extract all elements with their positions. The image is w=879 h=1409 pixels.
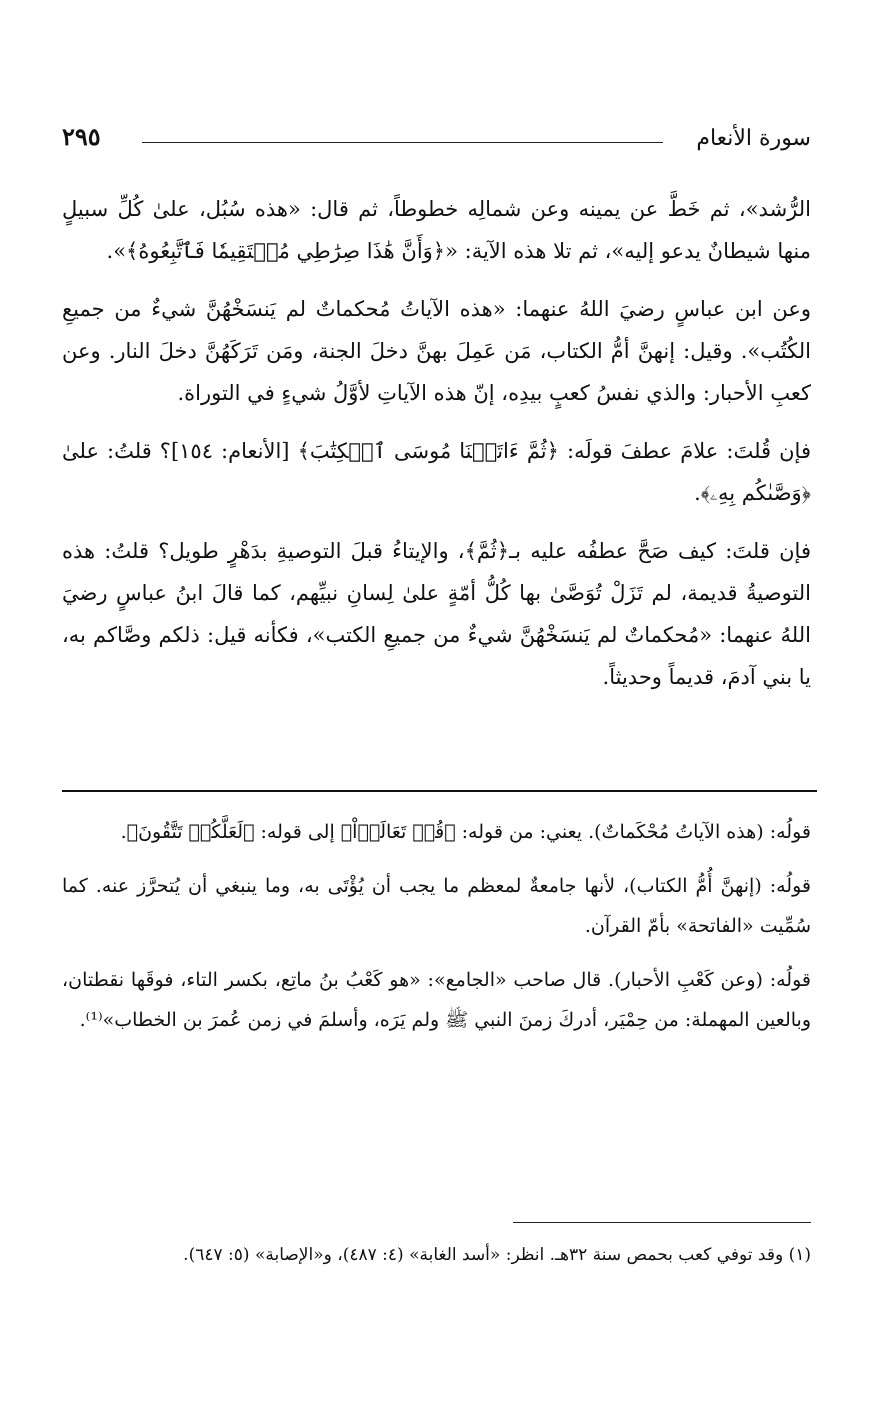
section-divider	[62, 790, 817, 792]
running-header	[62, 118, 811, 162]
footnotes	[62, 1238, 811, 1272]
footnote-rule	[513, 1222, 811, 1223]
main-paragraph-1: الرُّشد»، ثم خَطَّ عن يمينه وعن شمالِه خطوطاً، ثم قال: «هذه سُبُل، علىٰ كُلِّ سبيلٍ منها شيطانٌ يدعو إليه»، ثم تلا هذه الآية: «﴿وَأَنَّ هَٰذَا صِرَٰطِي مُسۡتَقِيمٗا فَٱتَّبِعُوهُ﴾».	[62, 197, 811, 263]
footnote-1: (١) وقد توفي كعب بحمص سنة ٣٢هـ. انظر: «أسد الغابة» (٤: ٤٨٧)، و«الإصابة» (٥: ٦٤٧).	[183, 1245, 811, 1265]
main-text	[62, 188, 811, 714]
main-paragraph-2: وعن ابن عباسٍ رضيَ اللهُ عنهما: «هذه الآياتُ مُحكماتٌ لم يَنسَخْهُنَّ شيءٌ من جميعِ الكُتُب». وقيل: إنهنَّ أمُّ الكتاب، مَن عَمِلَ بهنَّ دخلَ الجنة، ومَن تَرَكَهُنَّ دخلَ النار. وعن كعبِ الأحبار: والذي نفسُ كعبٍ بيدِه، إنّ هذه الآياتِ لأوَّلُ شيءٍ في التوراة.	[62, 297, 811, 405]
surah-title: سورة الأنعام	[696, 126, 811, 151]
commentary-paragraph-1: قولُه: (هذه الآياتُ مُحْكَماتٌ). يعني: من قوله: ﴿قُلۡ تَعَالَوۡاْ﴾ إلى قوله: ﴿لَعَلَّكُمۡ تَتَّقُونَ﴾.	[120, 821, 811, 843]
main-paragraph-3: فإن قُلتَ: علامَ عطفَ قولَه: ﴿ثُمَّ ءَاتَيۡنَا مُوسَى ٱلۡكِتَٰبَ﴾ [الأنعام: ١٥٤]؟ قلتُ: علىٰ ﴿وَصَّىٰكُم بِهِۦ﴾.	[62, 439, 811, 505]
commentary-paragraph-3: قولُه: (وعن كَعْبِ الأحبار). قال صاحب «الجامع»: «هو كَعْبُ بنُ ماتِع، بكسر التاء، فوقَها نقطتان، وبالعين المهملة: من حِمْيَر، أدركَ زمنَ النبي ﷺ ولم يَرَه، وأسلمَ في زمن عُمرَ بن الخطاب»⁽¹⁾.	[62, 969, 811, 1031]
commentary-paragraph-2: قولُه: (إنهنَّ أُمُّ الكتاب)، لأنها جامعةٌ لمعظم ما يجب أن يُؤْتَى به، وما ينبغي أن يُتحرَّز عنه. كما سُمِّيت «الفاتحة» بأمّ القرآن.	[62, 875, 811, 937]
header-rule	[142, 142, 663, 143]
main-paragraph-4: فإن قلتَ: كيف صَحَّ عطفُه عليه بـ﴿ثُمَّ﴾، والإيتاءُ قبلَ التوصيةِ بدَهْرٍ طويل؟ قلتُ: هذه التوصيةُ قديمة، لم تَزَلْ تُوَصَّىٰ بها كُلُّ أمّةٍ علىٰ لِسانِ نبيِّهم، كما قالَ ابنُ عباسٍ رضيَ اللهُ عنهما: «مُحكماتٌ لم يَنسَخْهُنَّ شيءٌ من جميعِ الكتب»، فكأنه قيل: ذلكم وصَّاكم به، يا بني آدمَ، قديماً وحديثاً.	[62, 539, 811, 689]
page-number: ٢٩٥	[62, 122, 101, 151]
commentary	[62, 812, 811, 1054]
